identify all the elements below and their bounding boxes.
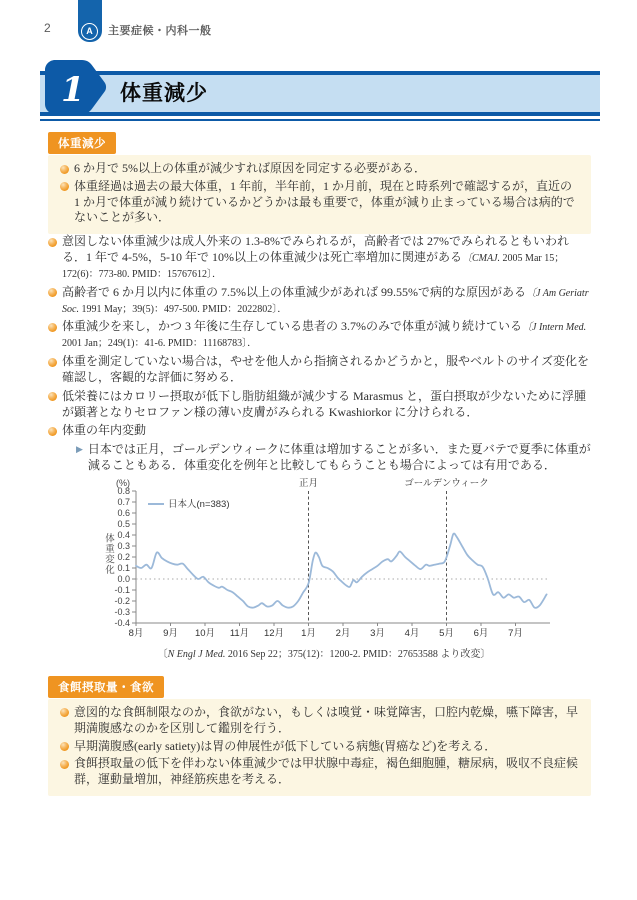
note-text: 体重減少を来し，かつ 3 年後に生存している患者の 3.7%のみで体重が減り続けている〔J Intern Med. 2001 Jan；249(1)：41-6. PMID：11168783〕． xyxy=(62,319,587,350)
page-header xyxy=(0,0,637,46)
svg-text:4月: 4月 xyxy=(404,627,420,639)
svg-text:ゴールデンウィーク: ゴールデンウィーク xyxy=(404,477,489,489)
list-item xyxy=(60,756,579,788)
svg-text:2月: 2月 xyxy=(335,627,351,639)
section-banner-band xyxy=(40,71,600,116)
page-number: 2 xyxy=(44,21,51,35)
list-item-text: 食餌摂取量の低下を伴わない体重減少では甲状腺中毒症，褐色細胞腫，糖尿病，吸収不良症候群，運動量増加，神経筋疾患を考える． xyxy=(74,756,579,787)
section-number-badge xyxy=(44,59,108,115)
citation: 〔J Am Geriatr Soc. 1991 May；39(5)：497-500. PMID：2022802〕． xyxy=(62,287,589,315)
weight-change-chart xyxy=(98,477,556,643)
bullet-icon xyxy=(48,323,57,332)
section-title: 体重減少 xyxy=(120,82,208,105)
svg-text:0.0: 0.0 xyxy=(117,573,130,584)
bullet-icon xyxy=(48,238,57,247)
svg-text:正月: 正月 xyxy=(298,477,319,489)
note-item xyxy=(48,389,591,421)
weight-loss-summary-section xyxy=(48,132,591,234)
topic-tag-weight-loss: 体重減少 xyxy=(48,132,116,154)
sub-note-text: 日本では正月，ゴールデンウィークに体重は増加することが多い．また夏バテで夏季に体重が減ることもある．体重変化を例年と比較してもらうことも場合によっては有用である． xyxy=(87,442,591,473)
chapter-title: 主要症候・内科一般 xyxy=(108,25,212,37)
svg-text:1月: 1月 xyxy=(301,627,316,639)
chart-caption: 〔N Engl J Med. 2016 Sep 22；375(12)：1200-2. PMID：27653588 より改変〕 xyxy=(157,648,491,660)
svg-text:-0.3: -0.3 xyxy=(114,606,130,617)
sub-note xyxy=(76,442,591,474)
note-text: 意図しない体重減少は成人外来の 1.3-8%でみられるが，高齢者では 27%でみられるともいわれる．1 年で 4-5%，5-10 年で 10%以上の体重減少は死亡率増加に関連がある〔CMAJ. 2005 Mar 15；172(6)：773-80. PMID：15767612〕． xyxy=(62,234,569,280)
section-number: 1 xyxy=(61,70,85,110)
note-text: 高齢者で 6 か月以内に体重の 7.5%以上の体重減少があれば 99.55%で病的な原因がある〔J Am Geriatr Soc. 1991 May；39(5)：497-500. PMID：2022802〕． xyxy=(62,284,589,315)
note-item xyxy=(48,285,591,317)
svg-text:12月: 12月 xyxy=(263,627,285,639)
list-item xyxy=(60,161,579,177)
triangle-marker-icon: ▶ xyxy=(76,444,83,455)
bullet-icon xyxy=(60,165,69,174)
svg-text:0.1: 0.1 xyxy=(117,562,130,573)
list-item xyxy=(60,739,579,755)
topic-box-weight-loss xyxy=(48,155,591,234)
note-item xyxy=(48,354,591,386)
note-text: 低栄養にはカロリー摂取が低下し脂肪組織が減少する Marasmus と，蛋白摂取が少ないために浮腫が顕著となりセロファン様の薄い皮膚がみられる Kwashiorkor に分けられる． xyxy=(62,388,586,419)
svg-text:日本人(n=383): 日本人(n=383) xyxy=(168,498,230,510)
svg-text:-0.1: -0.1 xyxy=(114,584,130,595)
topic-box-food-intake xyxy=(48,699,591,796)
svg-text:0.5: 0.5 xyxy=(117,518,130,529)
chapter-badge: A xyxy=(81,23,98,40)
list-item-text: 早期満腹感(early satiety)は胃の伸展性が低下している病態(胃癌など)を考える． xyxy=(74,738,497,753)
list-item-text: 体重経過は過去の最大体重，1 年前，半年前，1 か月前，現在と時系列で確認するが，直近の 1 か月で体重が減り続けているかどうかは最も重要で，体重が減り止まっている場合は病的でないことが多い． xyxy=(74,178,575,225)
topic-tag-food-intake: 食餌摂取量・食欲 xyxy=(48,676,164,698)
note-item xyxy=(48,423,591,473)
bullet-icon xyxy=(48,288,57,297)
svg-text:7月: 7月 xyxy=(508,627,523,639)
bullet-icon xyxy=(60,760,69,769)
bullet-icon xyxy=(60,742,69,751)
list-item-text: 意図的な食餌制限なのか，食欲がない，もしくは嗅覚・味覚障害，口腔内乾燥，嚥下障害，早期満腹感なのかを区別して鑑別を行う． xyxy=(74,704,579,735)
section-banner xyxy=(40,71,600,121)
note-item xyxy=(48,234,591,281)
list-item xyxy=(60,705,579,737)
chart-y-axis-label: 体重変化 xyxy=(103,532,114,575)
bullet-icon xyxy=(60,182,69,191)
svg-text:8月: 8月 xyxy=(128,627,144,639)
svg-text:9月: 9月 xyxy=(163,627,178,639)
svg-text:0.3: 0.3 xyxy=(117,540,130,551)
list-item xyxy=(60,179,579,226)
svg-text:3月: 3月 xyxy=(370,627,385,639)
bullet-icon xyxy=(60,708,69,717)
section-banner-underline xyxy=(40,119,600,121)
svg-text:10月: 10月 xyxy=(194,627,216,639)
svg-text:0.6: 0.6 xyxy=(117,507,130,518)
food-intake-section xyxy=(48,676,591,796)
list-item-text: 6 か月で 5%以上の体重が減少すれば原因を同定する必要がある． xyxy=(74,161,426,175)
svg-text:0.2: 0.2 xyxy=(117,551,130,562)
svg-text:6月: 6月 xyxy=(473,627,489,639)
note-item xyxy=(48,319,591,351)
weight-change-figure xyxy=(98,477,591,660)
notes-list xyxy=(48,234,591,474)
svg-text:(%): (%) xyxy=(116,477,130,488)
citation: 〔CMAJ. 2005 Mar 15；172(6)：773-80. PMID：15767612〕． xyxy=(62,253,565,280)
svg-text:5月: 5月 xyxy=(439,627,454,639)
svg-text:-0.2: -0.2 xyxy=(114,595,130,606)
chapter-tab xyxy=(78,0,102,42)
citation: 〔J Intern Med. 2001 Jan；249(1)：41-6. PMID：11168783〕． xyxy=(62,322,587,350)
note-text: 体重の年内変動 ▶ 日本では正月，ゴールデンウィークに体重は増加することが多い．また夏バテで夏季に体重が減ることもある．体重変化を例年と比較してもらうことも場合によっては有用である． xyxy=(62,423,591,473)
bullet-icon xyxy=(48,392,57,401)
svg-text:11月: 11月 xyxy=(229,627,250,639)
note-text: 体重を測定していない場合は，やせを他人から指摘されるかどうかと，服やベルトのサイズ変化を確認し，客観的な評価に努める． xyxy=(62,354,590,384)
svg-text:0.8: 0.8 xyxy=(117,485,130,496)
bullet-icon xyxy=(48,358,57,367)
svg-text:-0.4: -0.4 xyxy=(114,617,130,628)
svg-text:0.7: 0.7 xyxy=(117,496,130,507)
svg-text:0.4: 0.4 xyxy=(117,529,130,540)
bullet-icon xyxy=(48,427,57,436)
